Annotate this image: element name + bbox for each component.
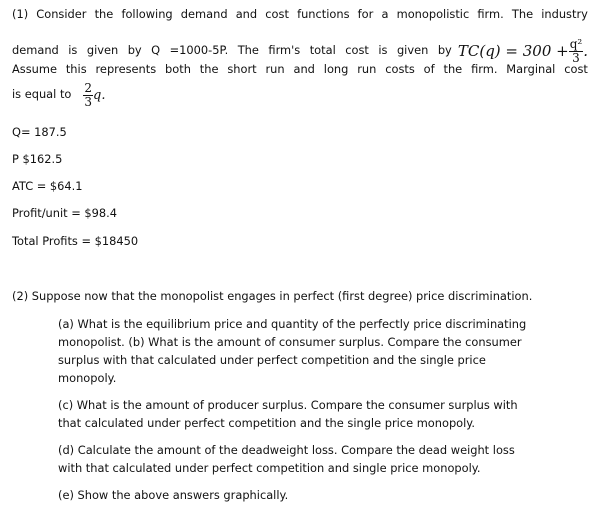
part-d-line-2: with that calculated under perfect competition and single price monopoly. [58,461,481,475]
problem-2-intro: (2) Suppose now that the monopolist engages in perfect (first degree) price discrimination. [12,289,533,303]
answer-profit-per-unit: Profit/unit = $98.4 [12,206,118,220]
part-e: (e) Show the above answers graphically. [58,488,289,502]
word: by [437,43,452,58]
part-c-line-2: that calculated under perfect competition and the single price monopoly. [58,416,476,430]
marginal-cost-variable: q. [93,87,106,103]
word: given [86,43,119,58]
marginal-cost-fraction [83,82,93,108]
word: Consider [36,7,87,21]
word: a [381,7,389,21]
word: and [293,62,315,76]
word: cost [345,43,369,58]
total-cost-formula: TC(q) = 300 + [457,41,569,60]
word: functions [297,7,350,21]
part-ab-line-4: monopoly. [58,371,117,385]
word: demand [180,7,228,21]
marginal-cost-text: is equal to [12,87,72,102]
word: short [227,62,257,76]
word: given [396,43,429,58]
word: firm. [477,7,504,21]
word: following [121,7,173,21]
total-cost-fraction-denominator: 3 [572,50,580,65]
word: is [378,43,388,58]
word: cost [265,7,289,21]
answer-price: P $162.5 [12,152,63,166]
part-ab-line-2: monopolist. (b) What is the amount of consumer surplus. Compare the consumer [58,335,522,349]
word: for [357,7,374,21]
word: by [127,43,142,58]
answer-quantity: Q= 187.5 [12,125,67,139]
word: (1) [12,7,29,21]
word: cost [564,62,588,76]
word: industry [541,7,588,21]
word: run [357,62,377,76]
marginal-cost-fraction-numerator: 2 [84,81,93,95]
answer-atc: ATC = $64.1 [12,179,83,193]
word: long [323,62,349,76]
word: costs [385,62,415,76]
word: both [165,62,191,76]
word: The [237,43,259,58]
total-cost-suffix: . [583,41,588,60]
total-cost-fraction-numerator: q² [569,37,583,51]
word: The [511,7,534,21]
word: the [94,7,114,21]
marginal-cost-fraction-denominator: 3 [84,94,93,109]
word: firm's [268,43,301,58]
part-c-line-1: (c) What is the amount of producer surplus. Compare the consumer surplus with [58,398,518,412]
word: Marginal [506,62,556,76]
word: run [265,62,285,76]
word: the [443,62,463,76]
word: Assume [12,62,57,76]
problem-1-line-4 [12,82,106,108]
answer-total-profits: Total Profits = $18450 [12,234,139,248]
word: total [309,43,336,58]
word: this [65,62,87,76]
word: demand [12,43,59,58]
problem-1-line-2-text [12,45,452,56]
total-cost-fraction [569,38,584,64]
word: the [199,62,219,76]
word: of [423,62,435,76]
word: monopolistic [396,7,470,21]
word: firm. [471,62,498,76]
word: represents [95,62,157,76]
part-ab-line-1: (a) What is the equilibrium price and quantity of the perfectly price discriminating [58,317,527,331]
word: is [68,43,78,58]
problem-1-line-2 [12,38,588,64]
word: and [235,7,258,21]
part-d-line-1: (d) Calculate the amount of the deadweight loss. Compare the dead weight loss [58,443,515,457]
word: Q [151,43,161,58]
word: =1000-5P. [169,43,229,58]
problem-1-line-3 [12,64,588,75]
part-ab-line-3: surplus with that calculated under perfect competition and the single price [58,353,486,367]
problem-1-line-1 [12,9,588,20]
